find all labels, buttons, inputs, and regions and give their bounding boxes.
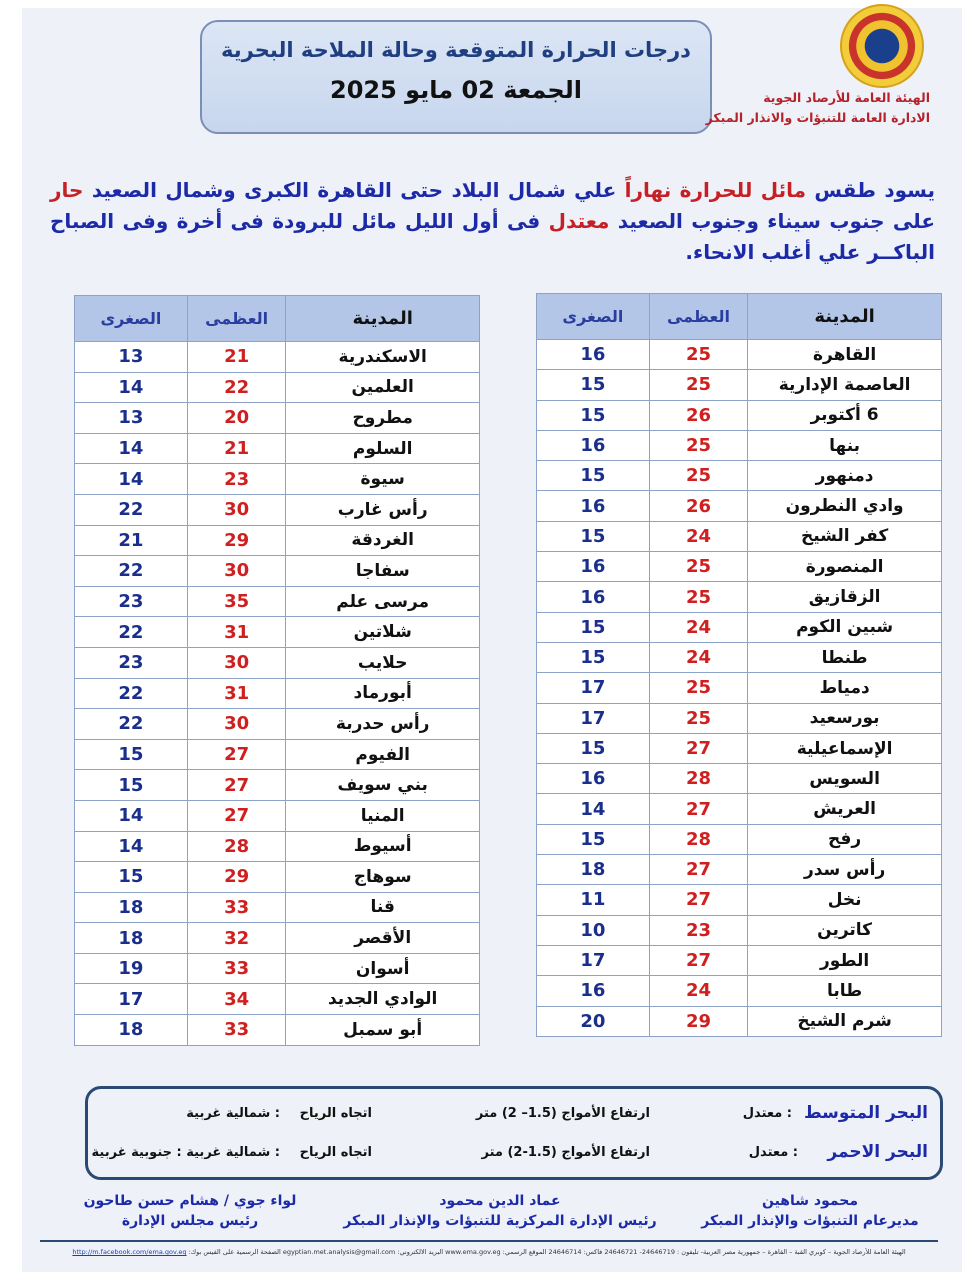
min-temp: 15 bbox=[537, 642, 650, 672]
min-temp: 14 bbox=[75, 831, 188, 862]
summary-part-7: فى أول الليل مائل للبرودة فى أخرة وفى الصباح الباكــر علي أغلب الانحاء. bbox=[50, 209, 935, 264]
column-header-max: العظمى bbox=[649, 294, 747, 340]
signature-center-name: عماد الدين محمود bbox=[439, 1193, 561, 1209]
column-header-max: العظمى bbox=[187, 296, 286, 342]
table-row bbox=[75, 433, 480, 464]
city-name: دمنهور bbox=[748, 461, 942, 491]
max-temp: 28 bbox=[187, 831, 286, 862]
max-temp: 21 bbox=[187, 433, 286, 464]
city-name: الزقازيق bbox=[748, 582, 942, 612]
table-row bbox=[75, 831, 480, 862]
table-row bbox=[537, 703, 942, 733]
summary-part-1: يسود طقس bbox=[814, 178, 935, 202]
signature-left bbox=[60, 1191, 320, 1231]
max-temp: 30 bbox=[187, 709, 286, 740]
min-temp: 22 bbox=[75, 678, 188, 709]
min-temp: 16 bbox=[537, 340, 650, 370]
max-temp: 25 bbox=[649, 461, 747, 491]
table-row bbox=[537, 915, 942, 945]
min-temp: 15 bbox=[537, 733, 650, 763]
max-temp: 23 bbox=[187, 464, 286, 495]
table-row bbox=[75, 372, 480, 403]
city-name: أبو سمبل bbox=[286, 1015, 480, 1046]
max-temp: 30 bbox=[187, 556, 286, 587]
city-name: أسيوط bbox=[286, 831, 480, 862]
table-row bbox=[75, 739, 480, 770]
max-temp: 34 bbox=[187, 984, 286, 1015]
table-row bbox=[75, 403, 480, 434]
sea-state-red: : معتدل bbox=[748, 1145, 798, 1160]
max-temp: 25 bbox=[649, 673, 747, 703]
table-row bbox=[75, 586, 480, 617]
footer-contact bbox=[40, 1248, 938, 1256]
min-temp: 16 bbox=[537, 430, 650, 460]
city-name: سيوة bbox=[286, 464, 480, 495]
min-temp: 23 bbox=[75, 647, 188, 678]
sea-navigation-box bbox=[85, 1086, 943, 1180]
city-name: كفر الشيخ bbox=[748, 521, 942, 551]
max-temp: 21 bbox=[187, 342, 286, 373]
city-name: العلمين bbox=[286, 372, 480, 403]
city-name: العاصمة الإدارية bbox=[748, 370, 942, 400]
wind-direction-med: : شمالية غربية bbox=[186, 1106, 280, 1121]
max-temp: 33 bbox=[187, 1015, 286, 1046]
city-name: وادي النطرون bbox=[748, 491, 942, 521]
max-temp: 32 bbox=[187, 923, 286, 954]
min-temp: 11 bbox=[537, 885, 650, 915]
city-name: الطور bbox=[748, 945, 942, 975]
city-name: نخل bbox=[748, 885, 942, 915]
min-temp: 19 bbox=[75, 953, 188, 984]
table-row bbox=[75, 1015, 480, 1046]
header-box bbox=[200, 20, 712, 134]
city-name: شرم الشيخ bbox=[748, 1006, 942, 1036]
city-name: الفيوم bbox=[286, 739, 480, 770]
organization-name bbox=[670, 88, 930, 128]
signature-right bbox=[680, 1191, 940, 1231]
min-temp: 18 bbox=[537, 855, 650, 885]
max-temp: 30 bbox=[187, 494, 286, 525]
city-name: شبين الكوم bbox=[748, 612, 942, 642]
min-temp: 15 bbox=[537, 521, 650, 551]
min-temp: 22 bbox=[75, 494, 188, 525]
wind-direction-red: : شمالية غربية : جنوبية غربية bbox=[91, 1145, 280, 1160]
max-temp: 27 bbox=[649, 885, 747, 915]
sea-name-red: البحر الاحمر bbox=[827, 1142, 928, 1162]
max-temp: 24 bbox=[649, 612, 747, 642]
summary-part-5: على جنوب سيناء وجنوب الصعيد bbox=[617, 209, 935, 233]
min-temp: 15 bbox=[537, 461, 650, 491]
table-row bbox=[537, 612, 942, 642]
city-name: الوادي الجديد bbox=[286, 984, 480, 1015]
bulletin-date: الجمعة 02 مايو 2025 bbox=[330, 76, 582, 104]
sea-name-med: البحر المتوسط bbox=[803, 1103, 928, 1123]
city-name: رأس غارب bbox=[286, 494, 480, 525]
column-header-min: الصغرى bbox=[75, 296, 188, 342]
min-temp: 18 bbox=[75, 892, 188, 923]
table-row bbox=[75, 892, 480, 923]
min-temp: 21 bbox=[75, 525, 188, 556]
table-row bbox=[75, 923, 480, 954]
ema-logo-icon bbox=[840, 4, 924, 88]
table-row bbox=[537, 945, 942, 975]
max-temp: 27 bbox=[649, 794, 747, 824]
table-row bbox=[75, 464, 480, 495]
city-name: بنها bbox=[748, 430, 942, 460]
max-temp: 27 bbox=[649, 733, 747, 763]
max-temp: 35 bbox=[187, 586, 286, 617]
city-name: المنيا bbox=[286, 800, 480, 831]
max-temp: 33 bbox=[187, 953, 286, 984]
table-row bbox=[537, 1006, 942, 1036]
temperature-table-left bbox=[74, 295, 480, 1046]
min-temp: 20 bbox=[537, 1006, 650, 1036]
city-name: رأس سدر bbox=[748, 855, 942, 885]
min-temp: 17 bbox=[75, 984, 188, 1015]
max-temp: 24 bbox=[649, 521, 747, 551]
table-row bbox=[537, 461, 942, 491]
table-row bbox=[75, 342, 480, 373]
city-name: السلوم bbox=[286, 433, 480, 464]
city-name: كاترين bbox=[748, 915, 942, 945]
table-row bbox=[75, 494, 480, 525]
max-temp: 25 bbox=[649, 703, 747, 733]
city-name: الأقصر bbox=[286, 923, 480, 954]
table-row bbox=[537, 400, 942, 430]
table-row bbox=[75, 862, 480, 893]
table-row bbox=[537, 582, 942, 612]
city-name: شلاتين bbox=[286, 617, 480, 648]
signature-left-title: رئيس مجلس الإدارة bbox=[121, 1213, 259, 1229]
wave-height-red: ارتفاع الأمواج (1.5-2) متر bbox=[481, 1145, 650, 1160]
city-name: رأس حدربة bbox=[286, 709, 480, 740]
min-temp: 14 bbox=[75, 800, 188, 831]
city-name: 6 أكتوبر bbox=[748, 400, 942, 430]
sea-row-red-sea bbox=[88, 1142, 940, 1172]
signature-right-title: مديرعام التنبؤات والإنذار المبكر bbox=[701, 1213, 919, 1229]
table-row bbox=[75, 800, 480, 831]
max-temp: 33 bbox=[187, 892, 286, 923]
min-temp: 16 bbox=[537, 582, 650, 612]
max-temp: 27 bbox=[187, 770, 286, 801]
min-temp: 15 bbox=[537, 400, 650, 430]
min-temp: 10 bbox=[537, 915, 650, 945]
min-temp: 16 bbox=[537, 764, 650, 794]
table-row bbox=[537, 673, 942, 703]
min-temp: 14 bbox=[537, 794, 650, 824]
table-row bbox=[537, 340, 942, 370]
table-row bbox=[537, 764, 942, 794]
city-name: المنصورة bbox=[748, 552, 942, 582]
max-temp: 25 bbox=[649, 340, 747, 370]
min-temp: 14 bbox=[75, 464, 188, 495]
summary-part-6: معتدل bbox=[548, 209, 610, 233]
min-temp: 15 bbox=[537, 370, 650, 400]
page-title: درجات الحرارة المتوقعة وحالة الملاحة البحرية bbox=[221, 38, 691, 62]
min-temp: 15 bbox=[75, 739, 188, 770]
max-temp: 29 bbox=[649, 1006, 747, 1036]
city-name: دمياط bbox=[748, 673, 942, 703]
max-temp: 26 bbox=[649, 491, 747, 521]
max-temp: 31 bbox=[187, 678, 286, 709]
min-temp: 16 bbox=[537, 552, 650, 582]
city-name: سفاجا bbox=[286, 556, 480, 587]
table-row bbox=[75, 709, 480, 740]
min-temp: 17 bbox=[537, 945, 650, 975]
table-row bbox=[537, 430, 942, 460]
signature-center-title: رئيس الإدارة المركزية للتنبؤات والإنذار المبكر bbox=[343, 1213, 657, 1229]
table-row bbox=[75, 525, 480, 556]
max-temp: 27 bbox=[649, 945, 747, 975]
table-row bbox=[75, 770, 480, 801]
city-name: العريش bbox=[748, 794, 942, 824]
max-temp: 30 bbox=[187, 647, 286, 678]
max-temp: 20 bbox=[187, 403, 286, 434]
max-temp: 25 bbox=[649, 582, 747, 612]
facebook-link[interactable]: http://m.facebook.com/ema.gov.eg bbox=[72, 1248, 187, 1256]
signature-right-name: محمود شاهين bbox=[761, 1193, 859, 1209]
min-temp: 17 bbox=[537, 673, 650, 703]
max-temp: 24 bbox=[649, 976, 747, 1006]
wave-height-med: ارتفاع الأمواج (1.5– 2) متر bbox=[475, 1106, 650, 1121]
table-row bbox=[537, 824, 942, 854]
table-row bbox=[537, 552, 942, 582]
min-temp: 16 bbox=[537, 491, 650, 521]
max-temp: 27 bbox=[187, 800, 286, 831]
min-temp: 15 bbox=[75, 770, 188, 801]
city-name: رفح bbox=[748, 824, 942, 854]
city-name: مطروح bbox=[286, 403, 480, 434]
table-row bbox=[537, 370, 942, 400]
max-temp: 26 bbox=[649, 400, 747, 430]
org-line-2: الادارة العامة للتنبؤات والانذار المبكر bbox=[705, 110, 930, 125]
table-row bbox=[537, 521, 942, 551]
city-name: طنطا bbox=[748, 642, 942, 672]
footer-divider bbox=[40, 1240, 938, 1242]
max-temp: 29 bbox=[187, 862, 286, 893]
city-name: بني سويف bbox=[286, 770, 480, 801]
max-temp: 25 bbox=[649, 552, 747, 582]
table-row bbox=[537, 642, 942, 672]
city-name: أسوان bbox=[286, 953, 480, 984]
city-name: حلايب bbox=[286, 647, 480, 678]
max-temp: 28 bbox=[649, 764, 747, 794]
min-temp: 22 bbox=[75, 617, 188, 648]
city-name: الإسماعيلية bbox=[748, 733, 942, 763]
table-row bbox=[75, 984, 480, 1015]
table-row bbox=[537, 491, 942, 521]
table-row bbox=[75, 556, 480, 587]
min-temp: 15 bbox=[537, 612, 650, 642]
org-line-1: الهيئة العامة للأرصاد الجوية bbox=[763, 90, 930, 105]
max-temp: 22 bbox=[187, 372, 286, 403]
city-name: طابا bbox=[748, 976, 942, 1006]
table-row bbox=[537, 733, 942, 763]
max-temp: 29 bbox=[187, 525, 286, 556]
city-name: أبورماد bbox=[286, 678, 480, 709]
min-temp: 14 bbox=[75, 433, 188, 464]
max-temp: 27 bbox=[649, 855, 747, 885]
table-row bbox=[537, 855, 942, 885]
table-row bbox=[537, 794, 942, 824]
max-temp: 23 bbox=[649, 915, 747, 945]
min-temp: 23 bbox=[75, 586, 188, 617]
max-temp: 27 bbox=[187, 739, 286, 770]
column-header-city: المدينة bbox=[748, 294, 942, 340]
table-row bbox=[75, 647, 480, 678]
summary-part-2: مائل للحرارة نهاراً bbox=[624, 178, 806, 202]
wind-label-med: اتجاه الرياح bbox=[299, 1106, 372, 1121]
wind-label-red: اتجاه الرياح bbox=[299, 1145, 372, 1160]
min-temp: 13 bbox=[75, 403, 188, 434]
max-temp: 28 bbox=[649, 824, 747, 854]
max-temp: 25 bbox=[649, 430, 747, 460]
table-row bbox=[537, 885, 942, 915]
min-temp: 18 bbox=[75, 923, 188, 954]
min-temp: 22 bbox=[75, 709, 188, 740]
min-temp: 15 bbox=[537, 824, 650, 854]
signature-center bbox=[330, 1191, 670, 1231]
sea-row-mediterranean bbox=[88, 1103, 940, 1133]
table-row bbox=[537, 976, 942, 1006]
min-temp: 17 bbox=[537, 703, 650, 733]
sea-state-med: : معتدل bbox=[742, 1106, 792, 1121]
forecast-summary bbox=[50, 175, 935, 268]
table-row bbox=[75, 678, 480, 709]
column-header-min: الصغرى bbox=[537, 294, 650, 340]
table-row bbox=[75, 953, 480, 984]
min-temp: 22 bbox=[75, 556, 188, 587]
city-name: بورسعيد bbox=[748, 703, 942, 733]
min-temp: 15 bbox=[75, 862, 188, 893]
min-temp: 13 bbox=[75, 342, 188, 373]
min-temp: 16 bbox=[537, 976, 650, 1006]
city-name: مرسى علم bbox=[286, 586, 480, 617]
city-name: السويس bbox=[748, 764, 942, 794]
column-header-city: المدينة bbox=[286, 296, 480, 342]
max-temp: 24 bbox=[649, 642, 747, 672]
temperature-table-right bbox=[536, 293, 942, 1037]
min-temp: 18 bbox=[75, 1015, 188, 1046]
city-name: الاسكندرية bbox=[286, 342, 480, 373]
signature-left-name: لواء جوي / هشام حسن طاحون bbox=[83, 1193, 297, 1209]
city-name: سوهاج bbox=[286, 862, 480, 893]
footer-text: الهيئة العامة للأرصاد الجوية – كوبري القبة – القاهرة – جمهورية مصر العربية- تليفون : 24646719- 24646721 فاكس: 24646714 الموقع الرسمي: www.ema.gov.eg البريد الالكتروني: egyptian.met.analysis@gmail.com الصفحة الرسمية على الفيس بوك: bbox=[188, 1248, 906, 1256]
summary-part-3: علي شمال البلاد حتى القاهرة الكبرى وشمال الصعيد bbox=[91, 178, 617, 202]
table-row bbox=[75, 617, 480, 648]
city-name: الغردقة bbox=[286, 525, 480, 556]
city-name: القاهرة bbox=[748, 340, 942, 370]
min-temp: 14 bbox=[75, 372, 188, 403]
max-temp: 31 bbox=[187, 617, 286, 648]
city-name: قنا bbox=[286, 892, 480, 923]
max-temp: 25 bbox=[649, 370, 747, 400]
summary-part-4: حار bbox=[50, 178, 84, 202]
